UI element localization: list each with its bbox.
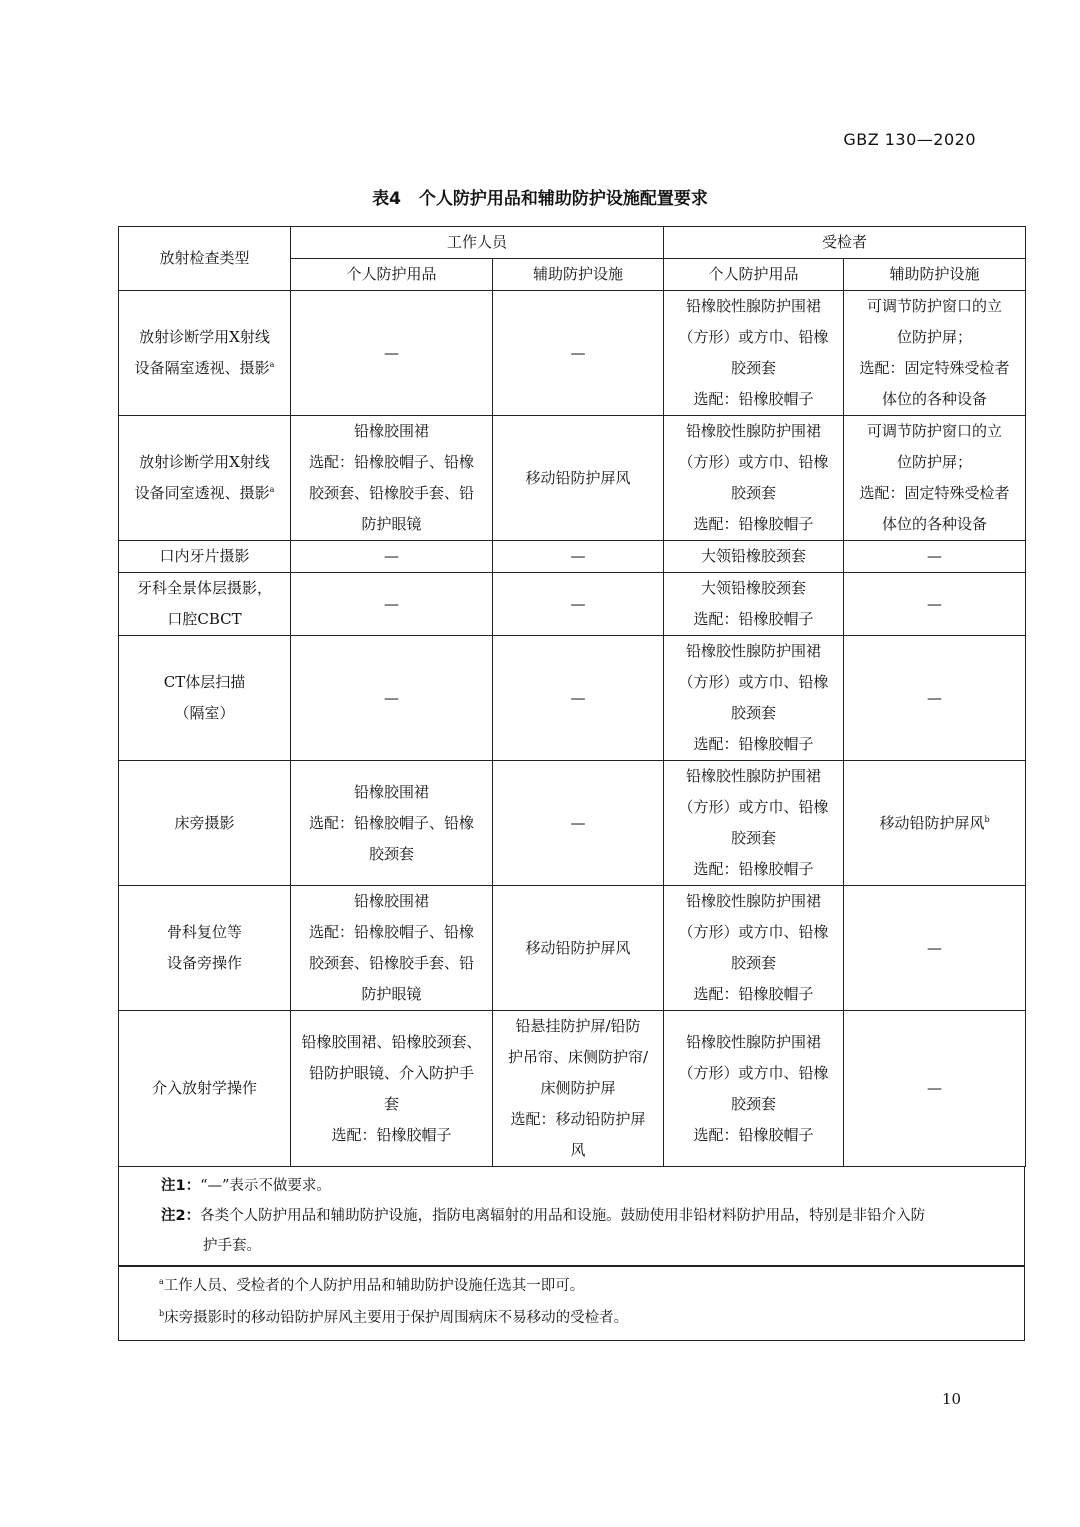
cell-text-line: CT体层扫描 [163,673,246,691]
cell-text-line: 移动铅防护屏风 [525,468,631,487]
cell-text-line: 铅橡胶性腺防护围裙 [686,642,822,660]
cell-text-line: 胶颈套 [731,484,777,502]
cell-text-line: 铅橡胶围裙 [353,782,429,801]
cell-text-line: — [384,594,399,613]
cell-text-line: 选配：固定特殊受检者 [859,359,1010,377]
staff-aux-cell [493,573,664,636]
cell-text-line: （方形）或方巾、铅橡 [678,673,829,691]
cell-text-line: 选配：铅橡胶帽子 [693,610,814,628]
cell-text-line: 选配：铅橡胶帽子、铅橡 [308,813,474,832]
cell-text-line: 放射诊断学用X射线 [139,328,270,346]
cell-text-line: 胶颈套、铅橡胶手套、铅 [308,484,474,502]
staff-aux-cell [493,886,664,1011]
cell-text-line [125,353,284,384]
cell-text-line: （方形）或方巾、铅橡 [678,798,829,816]
staff-aux-cell [493,636,664,761]
cell-text-line: 选配：铅橡胶帽子 [331,1125,452,1144]
note-1 [119,1171,1024,1201]
note-2-text: 各类个人防护用品和辅助防护设施，指防电离辐射的用品和设施。鼓励使用非铅材料防护用品，特别是非铅介入防 [200,1208,926,1224]
cell-text-line: 铅悬挂防护屏/铅防 [515,1017,641,1035]
cell-text-line: 胶颈套、铅橡胶手套、铅 [308,954,474,972]
exam-type-cell [119,886,291,1011]
cell-text-line: 铅防护眼镜、介入防护手 [308,1063,474,1082]
cell-text-line: 铅橡胶性腺防护围裙 [686,297,822,315]
patient-ppe-cell [664,761,844,886]
cell-text-line: 选配：铅橡胶帽子 [693,860,814,878]
footnote-b [119,1302,1024,1334]
cell-text-line [125,478,284,509]
note-1-text: “—”表示不做要求。 [200,1178,331,1194]
exam-type-cell [119,541,291,573]
cell-text-line: （方形）或方巾、铅橡 [678,453,829,471]
cell-text-line: 体位的各种设备 [882,390,988,408]
note-2-label: 注2： [161,1208,201,1224]
cell-text-line: 选配：固定特殊受检者 [859,484,1010,502]
patient-ppe-cell [664,573,844,636]
patient-aux-cell [844,1011,1026,1167]
footnote-marker: a [269,360,275,369]
cell-text-line: 选配：移动铅防护屏 [510,1110,646,1128]
cell-text-line: 胶颈套 [368,844,414,863]
cell-text-line: 位防护屏； [897,453,973,471]
cell-text-line: — [384,688,399,707]
patient-ppe-cell [664,416,844,541]
cell-text-line: 骨科复位等 [166,923,242,941]
cell-text-line: 放射诊断学用X射线 [139,453,270,471]
cell-text-line: （方形）或方巾、铅橡 [678,923,829,941]
cell-text: 设备同室透视、摄影 [134,484,270,502]
cell-text: 移动铅防护屏风 [879,813,985,832]
cell-text-line: — [384,343,399,362]
staff-ppe-cell [291,541,493,573]
staff-aux-cell [493,291,664,416]
table-notes [118,1167,1025,1266]
footnote-b-text: 床旁摄影时的移动铅防护屏风主要用于保护周围病床不易移动的受检者。 [164,1310,629,1326]
cell-text-line: 防护眼镜 [361,515,422,533]
cell-text-line: — [927,1079,943,1097]
cell-text-line: 选配：铅橡胶帽子 [693,735,814,753]
page-number: 10 [942,1390,962,1408]
table-number: 表4 [372,189,401,209]
staff-aux-cell [493,416,664,541]
cell-text-line: 口腔CBCT [167,610,242,628]
cell-text-line: 移动铅防护屏风 [525,938,631,957]
staff-ppe-cell [291,886,493,1011]
footnote-marker: a [269,485,275,494]
cell-text-line: 介入放射学操作 [151,1079,257,1097]
patient-aux-cell [844,541,1026,573]
col-staff-ppe: 个人防护用品 [291,259,493,291]
cell-text-line: 床旁摄影 [174,813,235,832]
table-row [119,541,1026,573]
staff-aux-cell [493,1011,664,1167]
cell-text-line: 设备旁操作 [166,954,242,972]
cell-text-line: — [927,594,943,613]
cell-text-line: 套 [383,1094,399,1113]
patient-aux-cell [844,573,1026,636]
footnote-marker: b [984,814,990,824]
staff-ppe-cell [291,761,493,886]
patient-aux-cell [844,291,1026,416]
cell-text-line: 体位的各种设备 [882,515,988,533]
cell-text-line: 铅橡胶围裙、铅橡胶颈套、 [301,1032,482,1051]
cell-text-line: 可调节防护窗口的立 [867,297,1003,315]
cell-text-line: — [927,938,943,957]
cell-text-line: 可调节防护窗口的立 [867,422,1003,440]
footnote-a-mark: a [159,1277,164,1287]
cell-text: 设备隔室透视、摄影 [134,359,270,377]
cell-text-line: 胶颈套 [731,1094,777,1113]
table-body [119,291,1026,1167]
cell-text-line: （方形）或方巾、铅橡 [678,328,829,346]
staff-ppe-cell [291,573,493,636]
table-title [0,184,1080,209]
cell-text-line: — [570,688,586,707]
exam-type-cell [119,416,291,541]
footnote-b-mark: b [159,1309,165,1319]
col-patient-aux: 辅助防护设施 [844,259,1026,291]
cell-text-line: 防护眼镜 [361,985,422,1003]
table-row [119,761,1026,886]
exam-type-cell [119,573,291,636]
cell-text-line: 口内牙片摄影 [159,547,250,565]
patient-ppe-cell [664,291,844,416]
table-row [119,886,1026,1011]
exam-type-cell [119,761,291,886]
staff-aux-cell [493,761,664,886]
cell-text-line: 铅橡胶围裙 [353,422,429,440]
cell-text-line: 大领铅橡胶颈套 [701,579,807,597]
col-staff-aux: 辅助防护设施 [493,259,664,291]
patient-aux-cell [844,761,1026,886]
cell-text-line: 选配：铅橡胶帽子 [693,390,814,408]
staff-aux-cell [493,541,664,573]
cell-text-line: — [384,547,399,565]
table-footnotes [118,1266,1025,1341]
cell-text-line: 护吊帘、床侧防护帘/ [507,1048,649,1066]
patient-aux-cell [844,416,1026,541]
cell-text-line: 胶颈套 [731,829,777,847]
cell-text-line: 选配：铅橡胶帽子、铅橡 [308,923,474,941]
table-row [119,573,1026,636]
cell-text-line: 牙科全景体层摄影， [136,579,272,597]
note-1-label: 注1： [161,1178,201,1194]
standard-code: GBZ 130—2020 [843,130,976,149]
table-caption: 个人防护用品和辅助防护设施配置要求 [418,189,708,209]
cell-text-line: 胶颈套 [731,704,777,722]
table-row [119,416,1026,541]
cell-text-line: 胶颈套 [731,359,777,377]
exam-type-cell [119,1011,291,1167]
cell-text-line: — [927,547,943,565]
group-staff: 工作人员 [291,227,664,259]
header-row-1 [119,227,1026,259]
note-2-continuation: 护手套。 [203,1238,261,1254]
exam-type-cell [119,291,291,416]
patient-aux-cell [844,636,1026,761]
cell-text-line: 选配：铅橡胶帽子 [693,515,814,533]
staff-ppe-cell [291,636,493,761]
cell-text-line: 选配：铅橡胶帽子、铅橡 [308,453,474,471]
cell-text-line: — [570,547,586,565]
table-row [119,636,1026,761]
cell-text-line: 胶颈套 [731,954,777,972]
ppe-requirements-table [118,226,1026,1167]
patient-ppe-cell [664,541,844,573]
footnote-a-text: 工作人员、受检者的个人防护用品和辅助防护设施任选其一即可。 [163,1278,585,1294]
table-row [119,1011,1026,1167]
staff-ppe-cell [291,416,493,541]
cell-text-line: 铅橡胶性腺防护围裙 [686,1032,822,1051]
cell-text-line [850,808,1019,839]
cell-text-line: 风 [570,1141,586,1159]
cell-text-line: 床侧防护屏 [540,1079,616,1097]
cell-text-line: — [570,813,586,832]
cell-text-line: 铅橡胶性腺防护围裙 [686,767,822,785]
cell-text-line: （隔室） [174,704,235,722]
cell-text-line: — [927,688,943,707]
col-patient-ppe: 个人防护用品 [664,259,844,291]
group-patient: 受检者 [664,227,1026,259]
footnote-a [119,1270,1024,1302]
patient-ppe-cell [664,636,844,761]
patient-aux-cell [844,886,1026,1011]
cell-text-line: 铅橡胶围裙 [353,892,429,910]
table-row [119,291,1026,416]
staff-ppe-cell [291,291,493,416]
staff-ppe-cell [291,1011,493,1167]
cell-text-line: （方形）或方巾、铅橡 [678,1063,829,1082]
cell-text-line: — [570,343,586,362]
cell-text-line: 选配：铅橡胶帽子 [693,985,814,1003]
table-frame [118,226,1025,1341]
cell-text-line: 位防护屏； [897,328,973,346]
note-2 [119,1201,1024,1231]
patient-ppe-cell [664,886,844,1011]
cell-text-line: 铅橡胶性腺防护围裙 [686,892,822,910]
col-exam-type: 放射检查类型 [119,227,291,291]
cell-text-line: 铅橡胶性腺防护围裙 [686,422,822,440]
patient-ppe-cell [664,1011,844,1167]
cell-text-line: 选配：铅橡胶帽子 [693,1125,814,1144]
cell-text-line: 大领铅橡胶颈套 [701,547,807,565]
cell-text-line: — [570,594,586,613]
exam-type-cell [119,636,291,761]
